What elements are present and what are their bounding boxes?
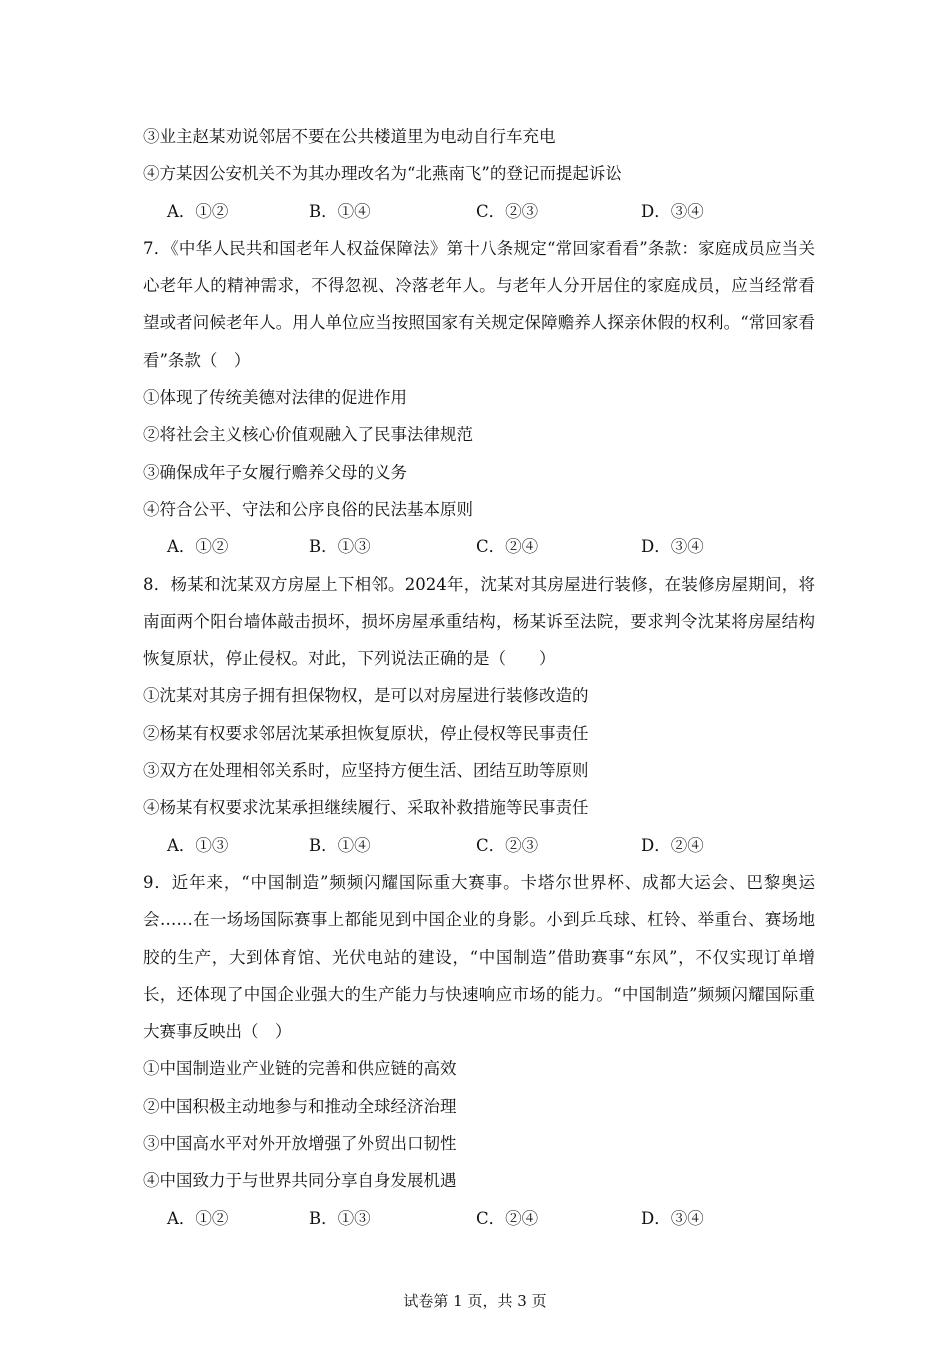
question-6-continuation xyxy=(143,118,815,230)
statement-2: ②杨某有权要求邻居沈某承担恢复原状，停止侵权等民事责任 xyxy=(143,723,589,743)
page-content xyxy=(143,118,815,1237)
question-stem: 7．《中华人民共和国老年人权益保障法》第十八条规定“常回家看看”条款：家庭成员应当关心老年人的精神需求，不得忽视、冷落老年人。与老年人分开居住的家庭成员，应当经常看望或者问候老年人。用人单位应当按照国家有关规定保障赡养人探亲休假的权利。“常回家看看”条款（ ） xyxy=(143,238,815,370)
option-b[interactable]: B．①④ xyxy=(309,201,371,221)
option-d[interactable]: D．②④ xyxy=(641,835,704,855)
option-d[interactable]: D．③④ xyxy=(641,537,704,557)
question-stem: 9．近年来，“中国制造”频频闪耀国际重大赛事。卡塔尔世界杯、成都大运会、巴黎奥运会……在一场场国际赛事上都能见到中国企业的身影。小到乒乓球、杠铃、举重台、赛场地胶的生产，大到体育馆、光伏电站的建设，“中国制造”借助赛事“东风”，不仅实现订单增长，还体现了中国企业强大的生产能力与快速响应市场的能力。“中国制造”频频闪耀国际重大赛事反映出（ ） xyxy=(143,872,815,1042)
statement-3: ③中国高水平对外开放增强了外贸出口韧性 xyxy=(143,1134,457,1154)
statement-4: ④杨某有权要求沈某承担继续履行、采取补救措施等民事责任 xyxy=(143,798,589,818)
statement-4: ④符合公平、守法和公序良俗的民法基本原则 xyxy=(143,499,473,519)
option-b[interactable]: B．①③ xyxy=(309,1208,371,1228)
statement-2: ②将社会主义核心价值观融入了民事法律规范 xyxy=(143,425,473,445)
option-a[interactable]: A．①② xyxy=(167,1208,229,1228)
option-b[interactable]: B．①③ xyxy=(309,537,371,557)
option-c[interactable]: C．②④ xyxy=(476,1208,539,1228)
statement-4: ④中国致力于与世界共同分享自身发展机遇 xyxy=(143,1171,457,1191)
statement-3: ③确保成年子女履行赡养父母的义务 xyxy=(143,462,407,482)
answer-options xyxy=(143,827,815,864)
option-b[interactable]: B．①④ xyxy=(309,835,371,855)
option-d[interactable]: D．③④ xyxy=(641,1208,704,1228)
statement-3: ③业主赵某劝说邻居不要在公共楼道里为电动自行车充电 xyxy=(143,127,556,146)
question-8 xyxy=(143,566,815,864)
option-c[interactable]: C．②④ xyxy=(476,537,539,557)
answer-options xyxy=(143,193,815,230)
option-a[interactable]: A．①② xyxy=(167,537,229,557)
question-9 xyxy=(143,864,815,1237)
statement-2: ②中国积极主动地参与和推动全球经济治理 xyxy=(143,1096,457,1116)
option-c[interactable]: C．②③ xyxy=(476,201,539,221)
option-d[interactable]: D．③④ xyxy=(641,201,704,221)
option-a[interactable]: A．①③ xyxy=(167,835,229,855)
statement-3: ③双方在处理相邻关系时，应坚持方便生活、团结互助等原则 xyxy=(143,761,589,781)
page-footer: 试卷第 1 页，共 3 页 xyxy=(403,1292,547,1310)
statement-4: ④方某因公安机关不为其办理改名为“北燕南飞”的登记而提起诉讼 xyxy=(143,164,622,184)
option-c[interactable]: C．②③ xyxy=(476,835,539,855)
answer-options xyxy=(143,528,815,565)
statement-1: ①体现了传统美德对法律的促进作用 xyxy=(143,388,407,408)
answer-options xyxy=(143,1200,815,1237)
statement-1: ①中国制造业产业链的完善和供应链的高效 xyxy=(143,1059,457,1079)
statement-1: ①沈某对其房子拥有担保物权，是可以对房屋进行装修改造的 xyxy=(143,686,589,706)
question-stem: 8．杨某和沈某双方房屋上下相邻。2024年，沈某对其房屋进行装修，在装修房屋期间，将南面两个阳台墙体敲击损坏，损坏房屋承重结构，杨某诉至法院，要求判令沈某将房屋结构恢复原状，停止侵权。对此，下列说法正确的是（ ） xyxy=(143,574,815,669)
question-7 xyxy=(143,230,815,566)
option-a[interactable]: A．①② xyxy=(167,201,229,221)
